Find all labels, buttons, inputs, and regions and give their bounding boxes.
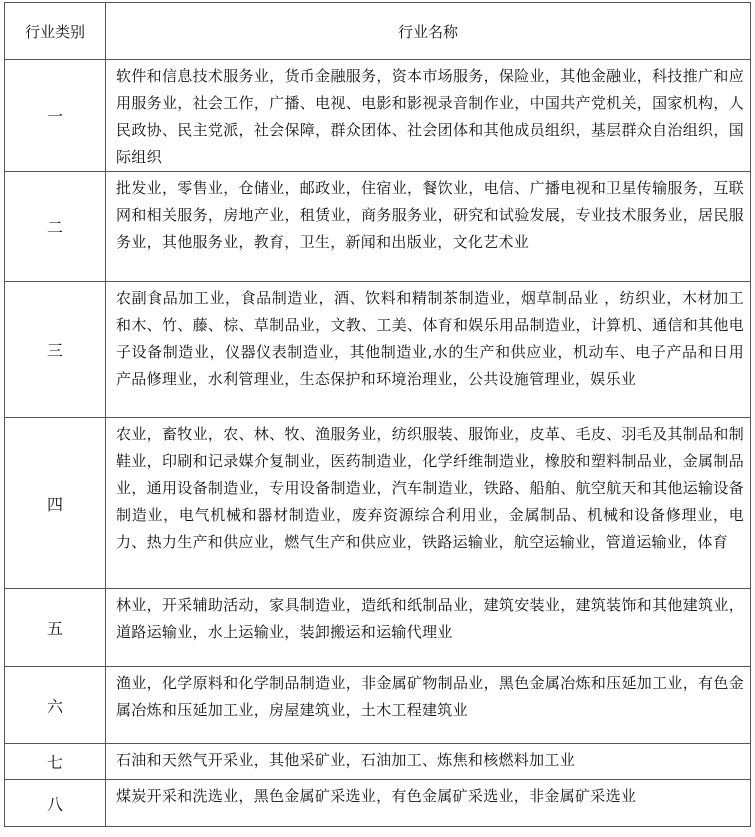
header-industry-category: 行业类别	[5, 3, 106, 60]
industry-classification-table	[4, 2, 751, 827]
category-cell: 七	[5, 744, 106, 780]
industry-names-cell: 煤炭开采和洗选业，黑色金属矿采选业，有色金属矿采选业，非金属矿采选业	[106, 780, 751, 827]
table-row	[5, 780, 751, 827]
industry-names-cell: 林业，开采辅助活动，家具制造业，造纸和纸制品业，建筑安装业，建筑装饰和其他建筑业，道路运输业，水上运输业，装卸搬运和运输代理业	[106, 589, 751, 667]
industry-names-cell: 渔业，化学原料和化学制品制造业，非金属矿物制品业，黑色金属冶炼和压延加工业，有色金属冶炼和压延加工业，房屋建筑业，土木工程建筑业	[106, 667, 751, 744]
table-row	[5, 418, 751, 589]
industry-names-cell: 农副食品加工业，食品制造业，酒、饮料和精制茶制造业，烟草制品业 ，纺织业，木材加工和木、竹、藤、棕、草制品业，文教、工美、体育和娱乐用品制造业，计算机、通信和其他电子设备制造业，仪器仪表制造业，其他制造业,水的生产和供应业，机动车、电子产品和日用产品修理业，水利管理业，生态保护和环境治理业，公共设施管理业，娱乐业	[106, 282, 751, 418]
table-row	[5, 60, 751, 172]
table-row	[5, 667, 751, 744]
category-cell: 八	[5, 780, 106, 827]
industry-names-cell: 批发业，零售业，仓储业，邮政业，住宿业，餐饮业，电信、广播电视和卫星传输服务，互联网和相关服务，房地产业，租赁业，商务服务业，研究和试验发展，专业技术服务业，居民服务业，其他服务业，教育，卫生，新闻和出版业，文化艺术业	[106, 172, 751, 282]
table-row	[5, 282, 751, 418]
industry-names-cell: 石油和天然气开采业，其他采矿业，石油加工、炼焦和核燃料加工业	[106, 744, 751, 780]
category-cell: 四	[5, 418, 106, 589]
industry-names-cell: 农业，畜牧业，农、林、牧、渔服务业，纺织服装、服饰业，皮革、毛皮、羽毛及其制品和制鞋业，印刷和记录媒介复制业，医药制造业，化学纤维制造业，橡胶和塑料制品业，金属制品业，通用设备制造业，专用设备制造业，汽车制造业，铁路、船舶、航空航天和其他运输设备制造业，电气机械和器材制造业，废弃资源综合利用业，金属制品、机械和设备修理业，电力、热力生产和供应业，燃气生产和供应业，铁路运输业，航空运输业，管道运输业，体育	[106, 418, 751, 589]
category-cell: 六	[5, 667, 106, 744]
category-cell: 一	[5, 60, 106, 172]
category-cell: 三	[5, 282, 106, 418]
table-row	[5, 744, 751, 780]
category-cell: 二	[5, 172, 106, 282]
industry-table-container	[4, 2, 751, 827]
table-header-row	[5, 3, 751, 60]
header-industry-names: 行业名称	[106, 3, 751, 60]
table-row	[5, 172, 751, 282]
industry-names-cell: 软件和信息技术服务业，货币金融服务，资本市场服务，保险业，其他金融业，科技推广和应用服务业，社会工作，广播、电视、电影和影视录音制作业，中国共产党机关，国家机构，人民政协、民主党派，社会保障，群众团体、社会团体和其他成员组织，基层群众自治组织，国际组织	[106, 60, 751, 172]
table-row	[5, 589, 751, 667]
category-cell: 五	[5, 589, 106, 667]
